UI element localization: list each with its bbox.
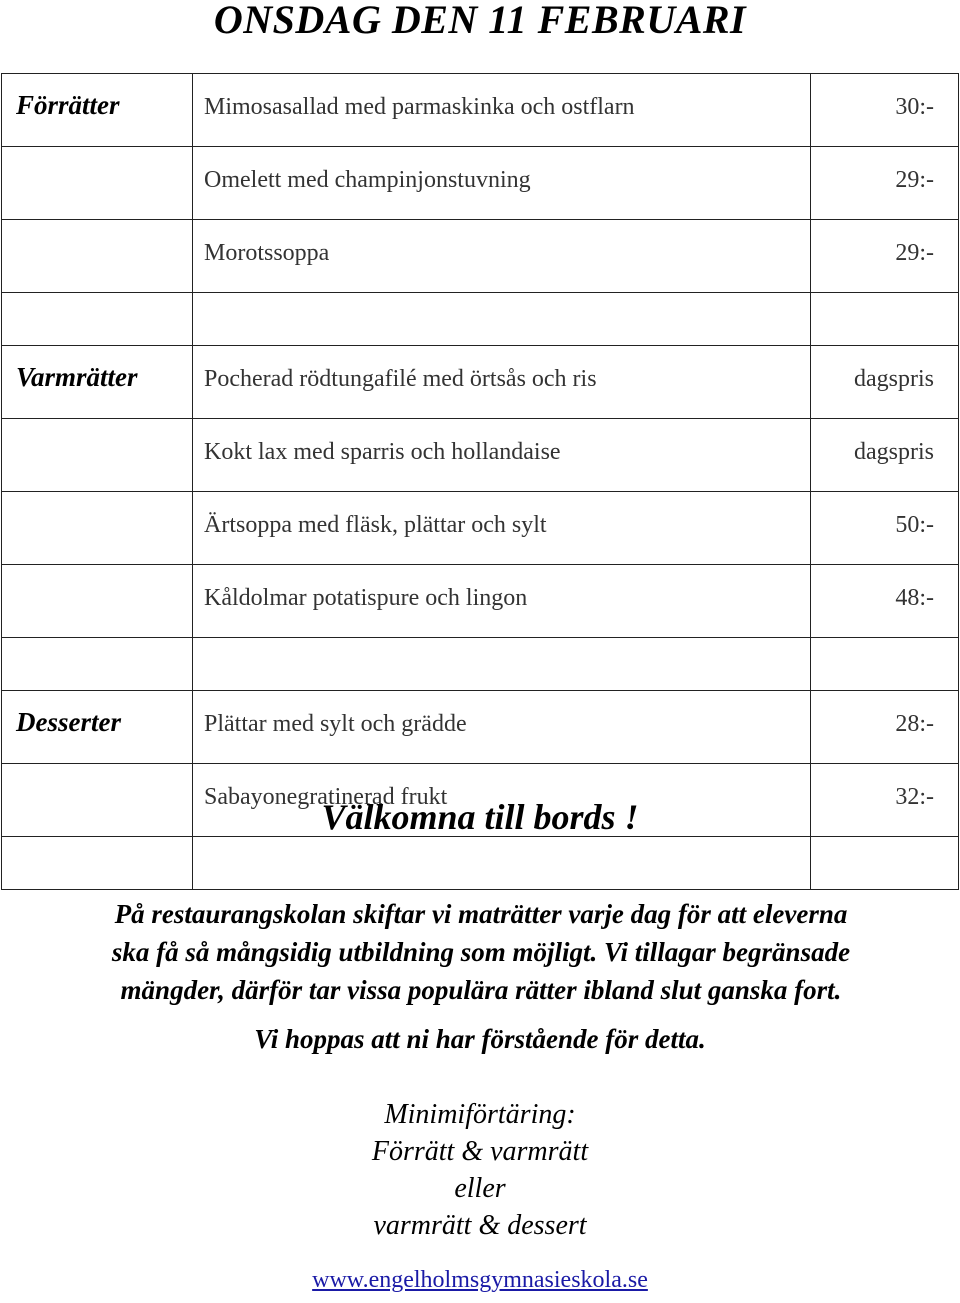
dish-price: 32:- <box>811 764 959 837</box>
empty-cell <box>811 837 959 890</box>
website-link[interactable]: www.engelholmsgymnasieskola.se <box>312 1267 648 1293</box>
minimum-or: eller <box>454 1173 506 1204</box>
info-line: På restaurangskolan skiftar vi maträtter varje dag för att eleverna <box>114 899 848 929</box>
empty-cell <box>2 293 193 346</box>
menu-row <box>2 74 959 147</box>
spacer-row <box>2 638 959 691</box>
category-cell: Förrätter <box>2 74 193 147</box>
dish-name: Kåldolmar potatispure och lingon <box>193 565 811 638</box>
dish-name: Morotssoppa <box>193 220 811 293</box>
dish-price: 48:- <box>811 565 959 638</box>
empty-cell <box>193 837 811 890</box>
menu-row <box>2 220 959 293</box>
website-footer <box>0 1262 960 1298</box>
minimum-heading: Minimiförtäring: <box>384 1099 576 1130</box>
dish-name: Plättar med sylt och grädde <box>193 691 811 764</box>
info-paragraph <box>6 895 956 1009</box>
dish-name: Omelett med champinjonstuvning <box>193 147 811 220</box>
category-cell <box>2 565 193 638</box>
dish-price: 28:- <box>811 691 959 764</box>
empty-cell <box>193 293 811 346</box>
dish-name: Sabayonegratinerad frukt <box>193 764 811 837</box>
empty-cell <box>2 638 193 691</box>
dish-price: 29:- <box>811 147 959 220</box>
welcome-heading: Välkomna till bords ! <box>321 797 639 837</box>
dish-name: Mimosasallad med parmaskinka och ostflarn <box>193 74 811 147</box>
minimum-order <box>0 1096 960 1244</box>
menu-row <box>2 346 959 419</box>
menu-row <box>2 419 959 492</box>
category-cell: Desserter <box>2 691 193 764</box>
menu-table-body <box>2 74 959 890</box>
dish-name: Kokt lax med sparris och hollandaise <box>193 419 811 492</box>
understanding-note: Vi hoppas att ni har förstående för detta. <box>254 1024 706 1054</box>
menu-row <box>2 691 959 764</box>
category-cell: Varmrätter <box>2 346 193 419</box>
minimum-option-2: varmrätt & dessert <box>373 1210 587 1241</box>
dish-price: dagspris <box>811 419 959 492</box>
dish-price: 50:- <box>811 492 959 565</box>
dish-name: Ärtsoppa med fläsk, plättar och sylt <box>193 492 811 565</box>
minimum-option-1: Förrätt & varmrätt <box>371 1136 589 1167</box>
spacer-row <box>2 837 959 890</box>
spacer-row <box>2 293 959 346</box>
category-cell <box>2 492 193 565</box>
category-cell <box>2 147 193 220</box>
empty-cell <box>2 837 193 890</box>
info-line: mängder, därför tar vissa populära rätter ibland slut ganska fort. <box>120 975 842 1005</box>
empty-cell <box>193 638 811 691</box>
menu-row <box>2 492 959 565</box>
page-title: ONSDAG DEN 11 FEBRUARI <box>213 0 747 42</box>
dish-name: Pocherad rödtungafilé med örtsås och ris <box>193 346 811 419</box>
dish-price: 29:- <box>811 220 959 293</box>
menu-row <box>2 147 959 220</box>
menu-row <box>2 565 959 638</box>
category-cell <box>2 220 193 293</box>
menu-table <box>1 73 959 890</box>
dish-price: 30:- <box>811 74 959 147</box>
info-line: ska få så mångsidig utbildning som möjligt. Vi tillagar begränsade <box>111 937 851 967</box>
empty-cell <box>811 638 959 691</box>
dish-price: dagspris <box>811 346 959 419</box>
empty-cell <box>811 293 959 346</box>
category-cell <box>2 419 193 492</box>
